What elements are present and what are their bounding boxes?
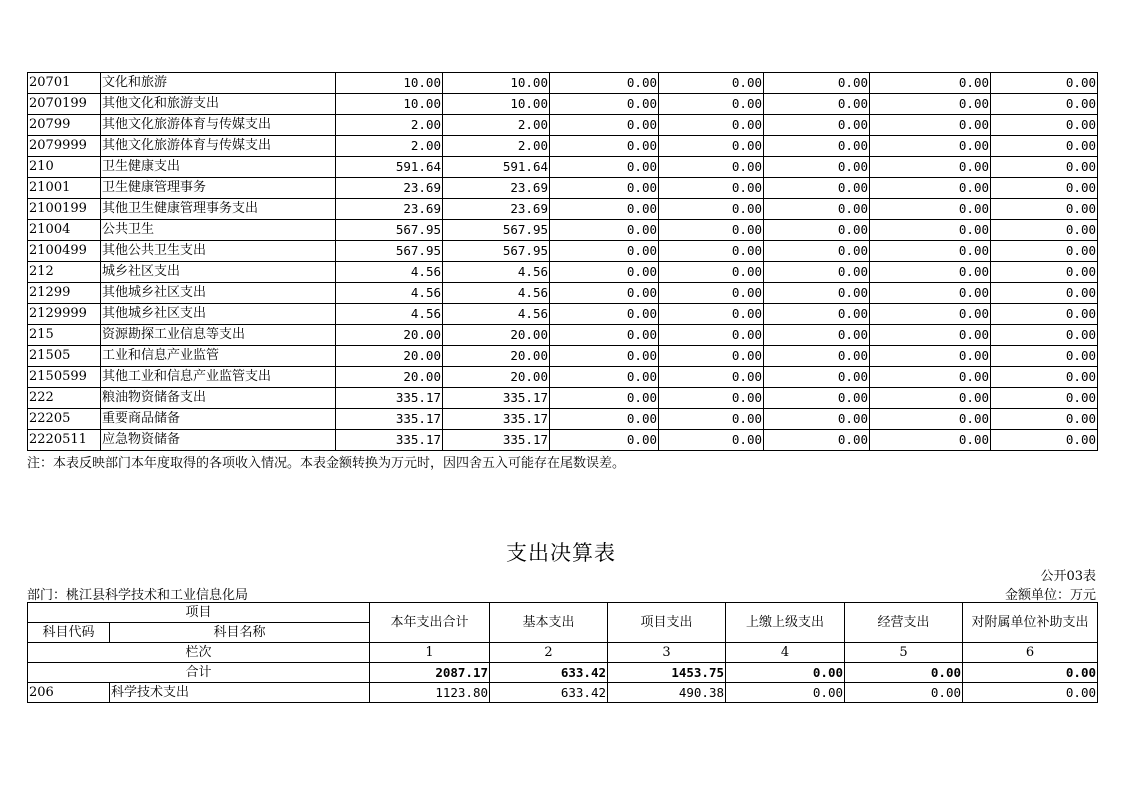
row-value: 1123.80 [370,683,490,703]
row-value: 0.00 [991,304,1098,325]
total-6: 0.00 [963,663,1098,683]
row-value: 0.00 [550,430,659,451]
row-value: 2.00 [443,136,550,157]
table-row [28,262,1098,283]
row-value: 335.17 [443,388,550,409]
row-value: 0.00 [550,94,659,115]
row-code: 20799 [28,115,101,136]
row-value: 20.00 [336,367,443,388]
row-value: 0.00 [550,283,659,304]
row-name: 工业和信息产业监管 [101,346,336,367]
table-row [28,430,1098,451]
row-value: 591.64 [336,157,443,178]
row-value: 0.00 [870,262,991,283]
row-value: 0.00 [991,220,1098,241]
table-row [28,304,1098,325]
row-value: 0.00 [550,388,659,409]
row-name: 其他卫生健康管理事务支出 [101,199,336,220]
row-code: 21505 [28,346,101,367]
row-code: 222 [28,388,101,409]
row-name: 城乡社区支出 [101,262,336,283]
table-row [28,199,1098,220]
row-value: 4.56 [336,283,443,304]
row-code: 21004 [28,220,101,241]
header-col-3: 项目支出 [608,603,726,643]
header-row-1 [28,603,1098,623]
row-code: 215 [28,325,101,346]
row-value: 567.95 [443,241,550,262]
row-value: 0.00 [550,157,659,178]
table-row [28,178,1098,199]
row-value: 10.00 [443,73,550,94]
row-value: 0.00 [659,94,764,115]
row-value: 0.00 [991,115,1098,136]
total-3: 1453.75 [608,663,726,683]
row-value: 0.00 [870,157,991,178]
row-name: 重要商品储备 [101,409,336,430]
row-value: 0.00 [991,388,1098,409]
row-value: 0.00 [764,346,870,367]
form-code: 公开03表 [1040,569,1096,584]
row-value: 0.00 [659,73,764,94]
row-value: 0.00 [764,136,870,157]
row-value: 20.00 [443,346,550,367]
row-name: 文化和旅游 [101,73,336,94]
row-value: 10.00 [443,94,550,115]
row-value: 0.00 [764,241,870,262]
row-value: 591.64 [443,157,550,178]
seq-1: 1 [370,643,490,663]
row-value: 20.00 [336,325,443,346]
row-code: 2100199 [28,199,101,220]
row-value: 20.00 [443,325,550,346]
unit-label: 金额单位：万元 [1004,588,1096,603]
row-name: 卫生健康支出 [101,157,336,178]
row-value: 0.00 [991,283,1098,304]
row-value: 4.56 [336,304,443,325]
header-col-2: 基本支出 [490,603,608,643]
row-value: 23.69 [336,178,443,199]
row-value: 0.00 [659,430,764,451]
row-value: 0.00 [550,325,659,346]
row-value: 4.56 [443,262,550,283]
row-value: 0.00 [991,157,1098,178]
row-value: 0.00 [845,683,963,703]
row-value: 0.00 [870,178,991,199]
table-row [28,73,1098,94]
row-value: 0.00 [659,136,764,157]
row-value: 0.00 [550,346,659,367]
table-row [28,136,1098,157]
table-row [28,325,1098,346]
row-value: 567.95 [443,220,550,241]
row-value: 0.00 [659,115,764,136]
total-row [28,663,1098,683]
row-name: 其他文化和旅游支出 [101,94,336,115]
total-4: 0.00 [726,663,845,683]
page-title: 支出决算表 [506,541,616,565]
seq-2: 2 [490,643,608,663]
row-value: 0.00 [550,199,659,220]
total-label: 合计 [28,663,370,683]
row-value: 2.00 [336,136,443,157]
row-value: 0.00 [764,73,870,94]
row-code: 20701 [28,73,101,94]
total-1: 2087.17 [370,663,490,683]
row-value: 0.00 [764,220,870,241]
table-row [28,94,1098,115]
row-value: 10.00 [336,73,443,94]
row-value: 0.00 [870,241,991,262]
row-value: 0.00 [550,367,659,388]
row-value: 0.00 [550,262,659,283]
row-value: 0.00 [991,241,1098,262]
row-value: 0.00 [659,199,764,220]
row-value: 23.69 [443,199,550,220]
row-name: 其他文化旅游体育与传媒支出 [101,115,336,136]
row-value: 4.56 [443,283,550,304]
row-value: 490.38 [608,683,726,703]
row-value: 567.95 [336,241,443,262]
row-name: 粮油物资储备支出 [101,388,336,409]
row-value: 0.00 [870,304,991,325]
row-value: 0.00 [991,199,1098,220]
row-name: 其他文化旅游体育与传媒支出 [101,136,336,157]
row-value: 0.00 [659,283,764,304]
table-row [28,283,1098,304]
row-value: 0.00 [659,157,764,178]
header-item: 项目 [28,603,370,623]
header-code: 科目代码 [28,623,110,643]
row-name: 其他城乡社区支出 [101,283,336,304]
row-value: 0.00 [659,367,764,388]
row-value: 0.00 [550,241,659,262]
row-code: 21001 [28,178,101,199]
row-value: 0.00 [659,325,764,346]
row-name: 其他公共卫生支出 [101,241,336,262]
row-code: 2150599 [28,367,101,388]
row-value: 0.00 [963,683,1098,703]
row-value: 0.00 [550,409,659,430]
row-value: 0.00 [659,409,764,430]
row-value: 0.00 [991,73,1098,94]
row-value: 0.00 [870,136,991,157]
table-row [28,367,1098,388]
income-table-body [28,73,1098,451]
seq-3: 3 [608,643,726,663]
seq-row [28,643,1098,663]
row-code: 2079999 [28,136,101,157]
row-value: 0.00 [659,241,764,262]
row-value: 0.00 [764,367,870,388]
row-code: 2220511 [28,430,101,451]
row-value: 0.00 [764,430,870,451]
row-value: 335.17 [336,409,443,430]
row-code: 22205 [28,409,101,430]
row-value: 0.00 [550,220,659,241]
table-row [28,409,1098,430]
row-value: 0.00 [764,304,870,325]
row-name: 资源勘探工业信息等支出 [101,325,336,346]
row-value: 335.17 [336,388,443,409]
income-table [27,72,1098,451]
row-name: 公共卫生 [101,220,336,241]
row-value: 0.00 [659,304,764,325]
total-2: 633.42 [490,663,608,683]
row-value: 335.17 [336,430,443,451]
row-value: 10.00 [336,94,443,115]
row-value: 0.00 [726,683,845,703]
row-value: 567.95 [336,220,443,241]
row-value: 0.00 [764,115,870,136]
seq-6: 6 [963,643,1098,663]
row-value: 0.00 [550,178,659,199]
row-value: 4.56 [336,262,443,283]
table-row [28,388,1098,409]
header-name: 科目名称 [110,623,370,643]
table-note: 注：本表反映部门本年度取得的各项收入情况。本表金额转换为万元时，因四舍五入可能存在尾数误差。 [27,456,626,471]
row-value: 0.00 [870,367,991,388]
row-value: 0.00 [991,94,1098,115]
row-code: 210 [28,157,101,178]
row-value: 633.42 [490,683,608,703]
table-row [28,157,1098,178]
expenditure-table [27,602,1098,703]
header-col-5: 经营支出 [845,603,963,643]
row-value: 2.00 [443,115,550,136]
row-value: 0.00 [991,262,1098,283]
table-row [28,241,1098,262]
row-name: 科学技术支出 [110,683,370,703]
row-value: 0.00 [991,430,1098,451]
row-value: 0.00 [870,115,991,136]
row-value: 23.69 [443,178,550,199]
row-code: 2100499 [28,241,101,262]
row-value: 20.00 [443,367,550,388]
row-code: 212 [28,262,101,283]
table-row [28,683,1098,703]
row-value: 0.00 [870,283,991,304]
row-value: 0.00 [550,115,659,136]
row-value: 0.00 [764,325,870,346]
total-5: 0.00 [845,663,963,683]
row-name: 其他城乡社区支出 [101,304,336,325]
row-value: 0.00 [764,388,870,409]
row-value: 0.00 [764,157,870,178]
table-row [28,220,1098,241]
row-value: 0.00 [991,325,1098,346]
row-value: 0.00 [870,199,991,220]
seq-5: 5 [845,643,963,663]
row-value: 0.00 [991,409,1098,430]
header-col-6: 对附属单位补助支出 [963,603,1098,643]
row-value: 0.00 [550,73,659,94]
row-value: 0.00 [764,199,870,220]
row-value: 335.17 [443,430,550,451]
row-value: 0.00 [991,346,1098,367]
row-value: 0.00 [991,178,1098,199]
row-value: 0.00 [659,178,764,199]
row-value: 0.00 [870,220,991,241]
row-value: 0.00 [870,73,991,94]
row-value: 0.00 [764,262,870,283]
row-value: 0.00 [991,136,1098,157]
row-value: 0.00 [870,94,991,115]
header-col-1: 本年支出合计 [370,603,490,643]
seq-label: 栏次 [28,643,370,663]
row-value: 0.00 [659,262,764,283]
row-value: 0.00 [659,346,764,367]
row-value: 0.00 [764,178,870,199]
row-value: 0.00 [550,304,659,325]
row-value: 20.00 [336,346,443,367]
row-value: 0.00 [870,409,991,430]
row-value: 2.00 [336,115,443,136]
row-code: 21299 [28,283,101,304]
row-value: 335.17 [443,409,550,430]
row-value: 0.00 [659,220,764,241]
row-value: 0.00 [764,409,870,430]
row-value: 0.00 [764,283,870,304]
row-value: 0.00 [870,388,991,409]
row-name: 应急物资储备 [101,430,336,451]
row-value: 0.00 [764,94,870,115]
row-value: 0.00 [991,367,1098,388]
table-row [28,115,1098,136]
header-col-4: 上缴上级支出 [726,603,845,643]
row-name: 其他工业和信息产业监管支出 [101,367,336,388]
row-value: 0.00 [870,325,991,346]
row-value: 0.00 [870,346,991,367]
row-code: 2129999 [28,304,101,325]
table-row [28,346,1098,367]
row-value: 0.00 [659,388,764,409]
row-code: 2070199 [28,94,101,115]
department-label: 部门：桃江县科学技术和工业信息化局 [27,588,249,603]
row-value: 23.69 [336,199,443,220]
row-name: 卫生健康管理事务 [101,178,336,199]
row-code: 206 [28,683,110,703]
row-value: 0.00 [550,136,659,157]
row-value: 0.00 [870,430,991,451]
row-value: 4.56 [443,304,550,325]
seq-4: 4 [726,643,845,663]
